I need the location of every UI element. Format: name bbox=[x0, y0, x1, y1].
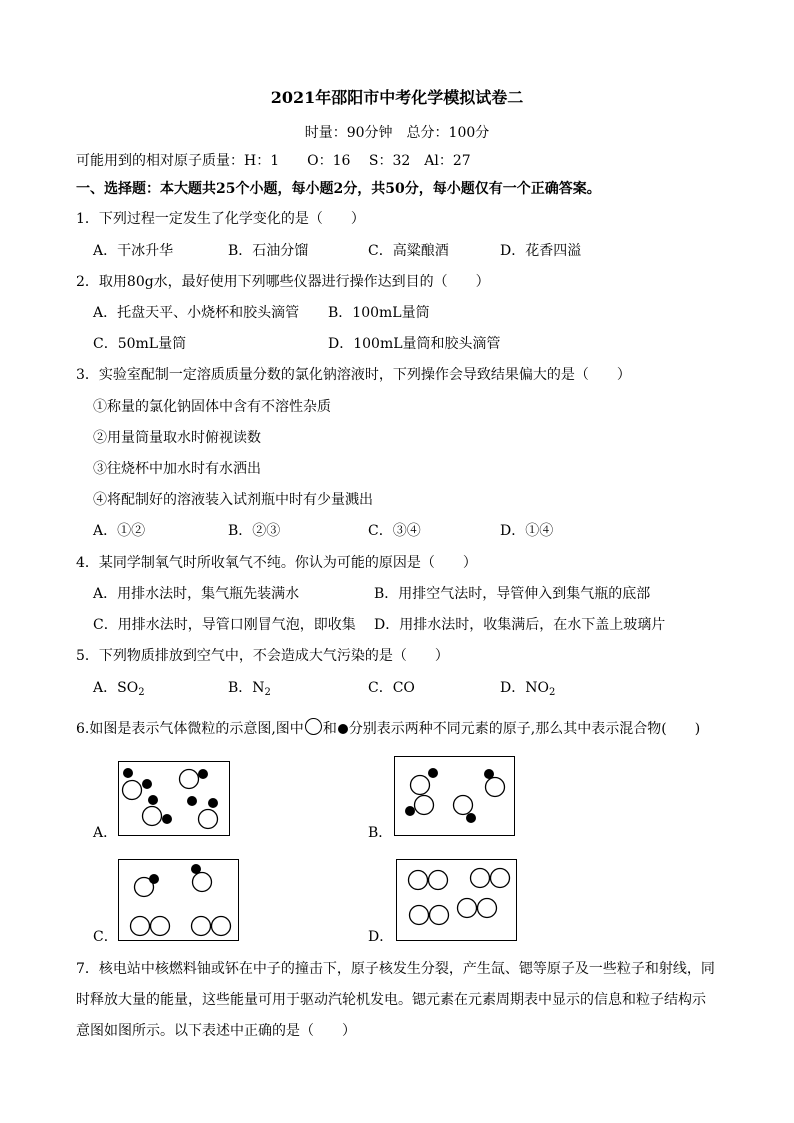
q6-stem-part2: 和 bbox=[322, 721, 337, 737]
diagram-c bbox=[118, 859, 239, 941]
open-atom bbox=[429, 871, 448, 890]
diagram-a-svg bbox=[119, 762, 229, 835]
filled-atom bbox=[191, 864, 201, 874]
open-atom bbox=[486, 778, 505, 797]
open-atom bbox=[131, 917, 150, 936]
q5-option-a-formula: SO bbox=[117, 680, 139, 696]
q6-label-c: C． bbox=[93, 929, 118, 945]
q1-option-c: C．高粱酿酒 bbox=[368, 243, 449, 259]
q5-option-b-formula: N bbox=[252, 680, 265, 696]
q2-option-b: B．100mL量筒 bbox=[328, 305, 430, 321]
q5-option-c-formula: CO bbox=[392, 680, 415, 696]
question-2-stem: 2．取用80g水，最好使用下列哪些仪器进行操作达到目的（ ） bbox=[76, 274, 490, 290]
q5-option-b bbox=[228, 678, 271, 698]
open-atom bbox=[192, 917, 211, 936]
q3-item-3: ③往烧杯中加水时有水洒出 bbox=[93, 461, 261, 477]
diagram-d bbox=[396, 859, 517, 941]
question-7-line-1: 7．核电站中核燃料铀或钚在中子的撞击下，原子核发生分裂，产生氙、锶等原子及一些粒子和射线，同 bbox=[76, 961, 715, 977]
q6-label-a: A． bbox=[93, 825, 118, 841]
filled-atom bbox=[149, 874, 159, 884]
q6-label-b: B． bbox=[368, 825, 393, 841]
question-5-stem: 5．下列物质排放到空气中，不会造成大气污染的是（ ） bbox=[76, 648, 449, 664]
open-circle-icon bbox=[305, 718, 322, 735]
q1-option-b: B．石油分馏 bbox=[228, 243, 309, 259]
q3-option-c: C．③④ bbox=[368, 523, 421, 539]
filled-atom bbox=[405, 806, 415, 816]
open-atom bbox=[123, 781, 142, 800]
q5-option-d-sub: 2 bbox=[548, 687, 556, 698]
open-atom bbox=[212, 917, 231, 936]
section-heading: 一、选择题：本大题共25个小题，每小题2分，共50分，每小题仅有一个正确答案。 bbox=[76, 181, 601, 197]
q1-option-a: A．干冰升华 bbox=[93, 243, 174, 259]
open-atom bbox=[491, 869, 510, 888]
q5-option-c-prefix: C． bbox=[368, 680, 393, 696]
diagram-c-svg bbox=[119, 860, 238, 940]
filled-atom bbox=[187, 796, 197, 806]
question-6-stem bbox=[76, 718, 700, 739]
q3-option-a: A．①② bbox=[93, 523, 146, 539]
q5-option-c bbox=[368, 678, 415, 698]
q5-option-a-sub: 2 bbox=[138, 687, 145, 698]
filled-atom bbox=[484, 769, 494, 779]
question-4-stem: 4．某同学制氧气时所收氧气不纯。你认为可能的原因是（ ） bbox=[76, 555, 477, 571]
open-atom bbox=[151, 917, 170, 936]
filled-atom bbox=[142, 779, 152, 789]
q5-option-b-sub: 2 bbox=[264, 687, 271, 698]
filled-atom bbox=[162, 814, 172, 824]
q5-option-d bbox=[500, 678, 555, 698]
q3-item-2: ②用量筒量取水时俯视读数 bbox=[93, 430, 261, 446]
q3-option-b: B．②③ bbox=[228, 523, 281, 539]
q2-option-d: D．100mL量筒和胶头滴管 bbox=[328, 336, 501, 352]
filled-atom bbox=[428, 768, 438, 778]
open-atom bbox=[458, 899, 477, 918]
filled-circle-icon bbox=[338, 724, 348, 734]
q3-option-d: D．①④ bbox=[500, 523, 554, 539]
q5-option-b-prefix: B． bbox=[228, 680, 253, 696]
diagram-d-svg bbox=[397, 860, 516, 940]
q6-label-d: D． bbox=[368, 929, 394, 945]
open-atom bbox=[143, 807, 162, 826]
open-atom bbox=[454, 796, 473, 815]
q5-option-d-formula: NO bbox=[525, 680, 549, 696]
filled-atom bbox=[123, 768, 133, 778]
open-atom bbox=[415, 796, 434, 815]
open-atom bbox=[471, 869, 490, 888]
q2-option-a: A．托盘天平、小烧杯和胶头滴管 bbox=[93, 305, 300, 321]
open-atom bbox=[478, 899, 497, 918]
atomic-masses: 可能用到的相对原子质量：H：1 O：16 S：32 Al：27 bbox=[76, 153, 471, 169]
filled-atom bbox=[208, 798, 218, 808]
question-1-stem: 1．下列过程一定发生了化学变化的是（ ） bbox=[76, 211, 365, 227]
q5-option-a-prefix: A． bbox=[93, 680, 118, 696]
open-atom bbox=[410, 906, 429, 925]
q3-item-1: ①称量的氯化钠固体中含有不溶性杂质 bbox=[93, 399, 331, 415]
q4-option-c: C．用排水法时，导管口刚冒气泡，即收集 bbox=[93, 617, 356, 633]
q5-option-a bbox=[93, 678, 145, 698]
q1-option-d: D．花香四溢 bbox=[500, 243, 582, 259]
filled-atom bbox=[148, 795, 158, 805]
diagram-b bbox=[394, 756, 515, 836]
q5-option-d-prefix: D． bbox=[500, 680, 526, 696]
question-7-line-2: 时释放大量的能量，这些能量可用于驱动汽轮机发电。锶元素在元素周期表中显示的信息和粒子结构示 bbox=[76, 992, 706, 1008]
diagram-a bbox=[118, 761, 230, 836]
diagram-b-svg bbox=[395, 757, 514, 835]
question-3-stem: 3．实验室配制一定溶质质量分数的氯化钠溶液时，下列操作会导致结果偏大的是（ ） bbox=[76, 367, 631, 383]
q3-item-4: ④将配制好的溶液装入试剂瓶中时有少量溅出 bbox=[93, 492, 373, 508]
page-title: 2021年邵阳市中考化学模拟试卷二 bbox=[270, 88, 524, 107]
open-atom bbox=[193, 873, 212, 892]
q4-option-a: A．用排水法时，集气瓶先装满水 bbox=[93, 586, 300, 602]
open-atom bbox=[199, 810, 218, 829]
q2-option-c: C．50mL量筒 bbox=[93, 336, 187, 352]
q4-option-d: D．用排水法时，收集满后，在水下盖上玻璃片 bbox=[374, 617, 666, 633]
question-7-line-3: 意图如图所示。以下表述中正确的是（ ） bbox=[76, 1023, 356, 1039]
exam-info: 时量：90分钟 总分：100分 bbox=[304, 125, 490, 141]
filled-atom bbox=[466, 813, 476, 823]
filled-atom bbox=[198, 769, 208, 779]
open-atom bbox=[180, 770, 199, 789]
open-atom bbox=[430, 906, 449, 925]
open-atom bbox=[409, 871, 428, 890]
q4-option-b: B．用排空气法时，导管伸入到集气瓶的底部 bbox=[374, 586, 651, 602]
open-atom bbox=[411, 776, 430, 795]
q6-stem-part3: 分别表示两种不同元素的原子,那么其中表示混合物( ) bbox=[348, 721, 701, 737]
q6-stem-part1: 6.如图是表示气体微粒的示意图,图中 bbox=[76, 721, 304, 737]
